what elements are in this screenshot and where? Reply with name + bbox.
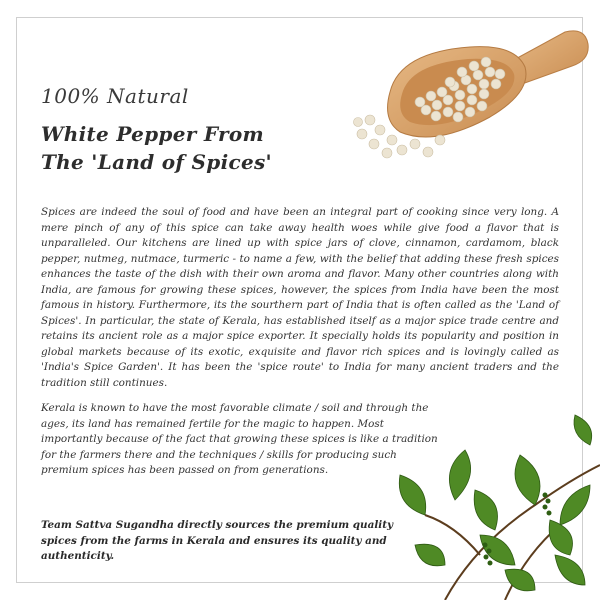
- sourcing-paragraph: Team Sattva Sugandha directly sources the premium quality spices from the farms in Kerala and ensures its quality and authenticity.: [41, 519, 394, 562]
- kerala-paragraph: Kerala is known to have the most favorable climate / soil and through the ages, its land has remained fertile for the magic to happen. Most importantly because of the fact that growing these spices is like a tradition for the farmers there and the techniques / skills for producing such premium spices has been passed on from generations.: [41, 402, 438, 476]
- pepper-scoop-image: [340, 22, 590, 172]
- eyebrow-text: 100% Natural: [41, 84, 189, 108]
- title-line-1: White Pepper From: [41, 122, 264, 146]
- pepper-plant-image: [385, 405, 600, 600]
- page-title: [41, 120, 272, 176]
- title-line-2: The 'Land of Spices': [41, 150, 272, 174]
- intro-paragraph: Spices are indeed the soul of food and have been an integral part of cooking since very long. A mere pinch of any of this spice can take away health woes while give food a flavor that is unparalleled. Our kitchens are lined up with spice jars of clove, cinnamon, cardamom, black pepper, nutmeg, nutmace, turmeric - to name a few, with the belief that adding these fresh spices enhances the taste of the dish with their own aroma and flavor. Many other countries along with India, are famous for growing these spices, however, the spices from India have been the most famous in history. Furthermore, its the sourthern part of India that is often called as the 'Land of Spices'. In particular, the state of Kerala, has established itself as a major spice trade centre and retains its ancient role as a major spice exporter. It specially holds its popularity and position in global markets because of its exotic, exquisite and flavor rich spices and is lovingly called as 'India's Spice Garden'. It has been the 'spice route' to India for many ancient traders and the tradition still continues.: [41, 206, 559, 389]
